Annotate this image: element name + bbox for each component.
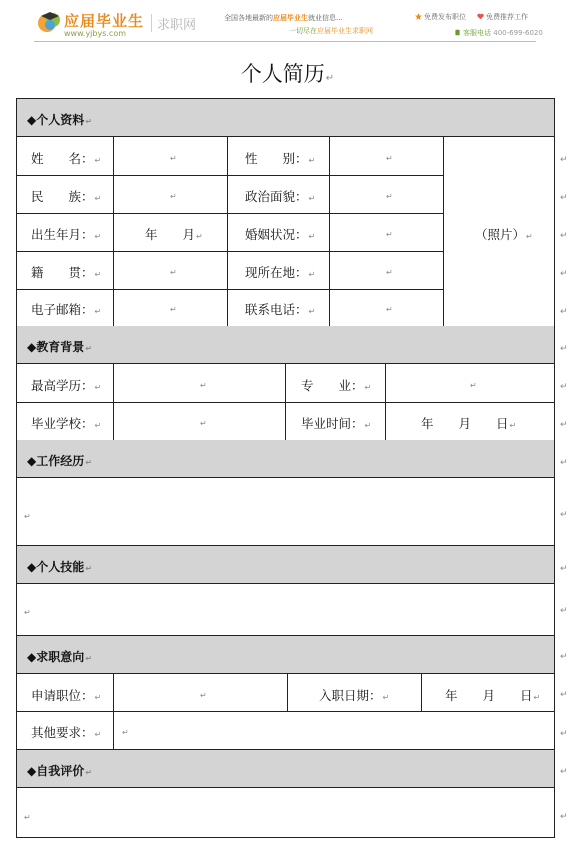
slogan-line-2 <box>289 26 373 36</box>
label-other <box>31 723 101 741</box>
paragraph-mark: ↵ <box>94 693 102 702</box>
section-education-header <box>17 326 554 364</box>
slogan-prefix: 全国各地最新的 <box>224 14 273 22</box>
star-icon <box>415 13 422 20</box>
logo-divider <box>151 14 152 32</box>
work-content[interactable] <box>23 507 31 522</box>
row-end-mark: ↵ <box>560 155 568 165</box>
section-intent-header <box>17 636 554 674</box>
paragraph-mark: ↵ <box>364 421 372 430</box>
label-grad-time <box>301 414 371 432</box>
row-end-mark: ↵ <box>560 193 568 203</box>
paragraph-mark: ↵ <box>325 73 335 84</box>
col-divider <box>227 137 228 326</box>
value-start-date[interactable] <box>445 686 540 704</box>
value-position[interactable] <box>199 686 207 701</box>
phone-icon <box>454 29 461 36</box>
row-end-mark: ↵ <box>560 729 568 739</box>
post-job-label: 免费发布职位 <box>424 13 466 21</box>
label-gender-text: 性 别： <box>245 151 308 166</box>
section-skills-label <box>27 558 92 575</box>
paragraph-mark: ↵ <box>470 381 477 390</box>
hotline-label: 客服电话 <box>463 29 491 37</box>
paragraph-mark: ↵ <box>94 421 102 430</box>
paragraph-mark: ↵ <box>170 305 177 314</box>
site-logo[interactable] <box>34 9 146 41</box>
value-ethnicity[interactable] <box>169 187 177 202</box>
value-politics[interactable] <box>385 187 393 202</box>
section-self-eval-header <box>17 750 554 788</box>
value-marital[interactable] <box>385 225 393 240</box>
value-name[interactable] <box>169 149 177 164</box>
paragraph-mark: ↵ <box>308 156 316 165</box>
paragraph-mark: ↵ <box>308 232 316 241</box>
label-native <box>31 263 101 281</box>
paragraph-mark: ↵ <box>85 344 92 353</box>
paragraph-mark: ↵ <box>386 305 393 314</box>
row-end-mark: ↵ <box>560 606 568 616</box>
photo-text: （照片） <box>475 227 526 242</box>
value-location[interactable] <box>385 263 393 278</box>
paragraph-mark: ↵ <box>526 232 533 241</box>
label-birth-text: 出生年月： <box>31 227 94 242</box>
label-school-text: 毕业学校： <box>31 416 94 431</box>
section-personal-label <box>27 111 92 128</box>
row-end-mark: ↵ <box>560 269 568 279</box>
section-work-text: ◆工作经历 <box>27 454 85 468</box>
section-intent-text: ◆求职意向 <box>27 650 85 664</box>
section-skills-header <box>17 546 554 584</box>
slogan-highlight: 应届毕业生 <box>273 14 308 22</box>
paragraph-mark: ↵ <box>24 512 31 521</box>
logo-url: www.yjbys.com <box>64 29 127 38</box>
col-divider <box>285 364 286 440</box>
skills-content[interactable] <box>23 603 31 618</box>
label-other-text: 其他要求： <box>31 725 94 740</box>
paragraph-mark: ↵ <box>170 154 177 163</box>
paragraph-mark: ↵ <box>94 307 102 316</box>
row-end-mark: ↵ <box>560 344 568 354</box>
label-major <box>301 376 371 394</box>
paragraph-mark: ↵ <box>24 813 31 822</box>
col-divider <box>329 137 330 326</box>
row-divider <box>17 251 443 252</box>
value-school[interactable] <box>199 414 207 429</box>
value-grad-time[interactable] <box>421 414 516 432</box>
section-self-eval-label <box>27 762 92 779</box>
post-job-link[interactable] <box>415 12 466 22</box>
section-personal-header <box>17 99 554 137</box>
paragraph-mark: ↵ <box>85 564 92 573</box>
logo-name: 应届毕业生 <box>64 12 145 30</box>
paragraph-mark: ↵ <box>94 730 102 739</box>
value-birth-text: 年 月 <box>145 227 196 242</box>
paragraph-mark: ↵ <box>200 691 207 700</box>
label-start-date <box>319 686 389 704</box>
label-start-date-text: 入职日期： <box>319 688 382 703</box>
value-gender[interactable] <box>385 149 393 164</box>
hotline-number: 400-699-6020 <box>493 29 543 37</box>
paragraph-mark: ↵ <box>386 230 393 239</box>
section-intent-label <box>27 648 92 665</box>
label-marital <box>245 225 315 243</box>
slogan2-highlight: 应届毕业生求职网 <box>317 27 373 35</box>
label-position-text: 申请职位： <box>31 688 94 703</box>
slogan-suffix: 就业信息... <box>308 14 343 22</box>
value-birth[interactable] <box>145 225 203 243</box>
label-native-text: 籍 贯： <box>31 265 94 280</box>
paragraph-mark: ↵ <box>200 381 207 390</box>
paragraph-mark: ↵ <box>94 194 102 203</box>
label-location <box>245 263 315 281</box>
resume-table <box>16 98 555 838</box>
col-divider <box>421 674 422 711</box>
paragraph-mark: ↵ <box>386 192 393 201</box>
label-ethnicity-text: 民 族： <box>31 189 94 204</box>
row-divider <box>17 213 443 214</box>
label-degree <box>31 376 101 394</box>
col-divider <box>287 674 288 711</box>
row-end-mark: ↵ <box>560 307 568 317</box>
value-native[interactable] <box>169 263 177 278</box>
paragraph-mark: ↵ <box>85 117 92 126</box>
section-education-label <box>27 338 92 355</box>
row-end-mark: ↵ <box>560 420 568 430</box>
value-start-date-text: 年 月 日 <box>445 688 533 703</box>
section-work-header <box>17 440 554 478</box>
site-section-label[interactable]: 求职网 <box>157 18 197 33</box>
paragraph-mark: ↵ <box>24 608 31 617</box>
section-personal-text: ◆个人资料 <box>27 113 85 127</box>
col-divider <box>443 137 444 326</box>
paragraph-mark: ↵ <box>364 383 372 392</box>
paragraph-mark: ↵ <box>196 232 203 241</box>
label-major-text: 专 业： <box>301 378 364 393</box>
col-divider <box>113 674 114 749</box>
recommend-job-label: 免费推荐工作 <box>486 13 528 21</box>
label-politics <box>245 187 315 205</box>
paragraph-mark: ↵ <box>308 194 316 203</box>
hotline <box>454 28 543 38</box>
label-politics-text: 政治面貌： <box>245 189 308 204</box>
row-end-mark: ↵ <box>560 690 568 700</box>
label-name <box>31 149 101 167</box>
section-skills-text: ◆个人技能 <box>27 560 85 574</box>
resume-title <box>0 58 575 88</box>
label-email-text: 电子邮箱： <box>31 302 94 317</box>
value-phone[interactable] <box>385 300 393 315</box>
row-end-mark: ↵ <box>560 382 568 392</box>
paragraph-mark: ↵ <box>533 693 541 702</box>
row-end-mark: ↵ <box>560 510 568 520</box>
value-grad-time-text: 年 月 日 <box>421 416 509 431</box>
paragraph-mark: ↵ <box>170 192 177 201</box>
value-degree[interactable] <box>199 376 207 391</box>
row-divider <box>17 289 443 290</box>
label-degree-text: 最高学历： <box>31 378 94 393</box>
recommend-job-link[interactable] <box>477 12 528 22</box>
section-self-eval-text: ◆自我评价 <box>27 764 85 778</box>
row-end-mark: ↵ <box>560 652 568 662</box>
site-banner <box>34 6 542 46</box>
resume-title-text: 个人简历 <box>240 62 325 86</box>
row-end-mark: ↵ <box>560 231 568 241</box>
paragraph-mark: ↵ <box>94 232 102 241</box>
label-name-text: 姓 名： <box>31 151 94 166</box>
label-gender <box>245 149 315 167</box>
row-divider <box>17 175 443 176</box>
paragraph-mark: ↵ <box>382 693 390 702</box>
paragraph-mark: ↵ <box>85 458 92 467</box>
label-ethnicity <box>31 187 101 205</box>
paragraph-mark: ↵ <box>308 270 316 279</box>
label-phone <box>245 300 315 318</box>
paragraph-mark: ↵ <box>386 154 393 163</box>
row-end-mark: ↵ <box>560 812 568 822</box>
paragraph-mark: ↵ <box>509 421 517 430</box>
row-end-mark: ↵ <box>560 564 568 574</box>
value-major[interactable] <box>469 376 477 391</box>
row-end-mark: ↵ <box>560 458 568 468</box>
label-school <box>31 414 101 432</box>
label-grad-time-text: 毕业时间： <box>301 416 364 431</box>
paragraph-mark: ↵ <box>94 156 102 165</box>
label-birth <box>31 225 101 243</box>
value-email[interactable] <box>169 300 177 315</box>
section-work-label <box>27 452 92 469</box>
paragraph-mark: ↵ <box>94 270 102 279</box>
paragraph-mark: ↵ <box>170 268 177 277</box>
col-divider <box>113 137 114 326</box>
slogan2-prefix: 一切尽在 <box>289 27 317 35</box>
label-marital-text: 婚姻状况： <box>245 227 308 242</box>
row-end-mark: ↵ <box>560 767 568 777</box>
paragraph-mark: ↵ <box>85 654 92 663</box>
self-eval-content[interactable] <box>23 808 31 823</box>
photo-placeholder[interactable] <box>475 225 533 243</box>
row-divider <box>17 711 554 712</box>
col-divider <box>113 364 114 440</box>
paragraph-mark: ↵ <box>386 268 393 277</box>
label-location-text: 现所在地： <box>245 265 308 280</box>
label-email <box>31 300 101 318</box>
paragraph-mark: ↵ <box>94 383 102 392</box>
section-education-text: ◆教育背景 <box>27 340 85 354</box>
paragraph-mark: ↵ <box>85 768 92 777</box>
slogan-line-1 <box>224 13 343 23</box>
label-position <box>31 686 101 704</box>
label-phone-text: 联系电话： <box>245 302 308 317</box>
paragraph-mark: ↵ <box>122 728 129 737</box>
heart-icon <box>477 13 484 20</box>
col-divider <box>385 364 386 440</box>
paragraph-mark: ↵ <box>200 419 207 428</box>
banner-divider <box>34 41 536 42</box>
value-other[interactable] <box>121 723 129 738</box>
graduate-cap-icon <box>37 9 63 35</box>
paragraph-mark: ↵ <box>308 307 316 316</box>
